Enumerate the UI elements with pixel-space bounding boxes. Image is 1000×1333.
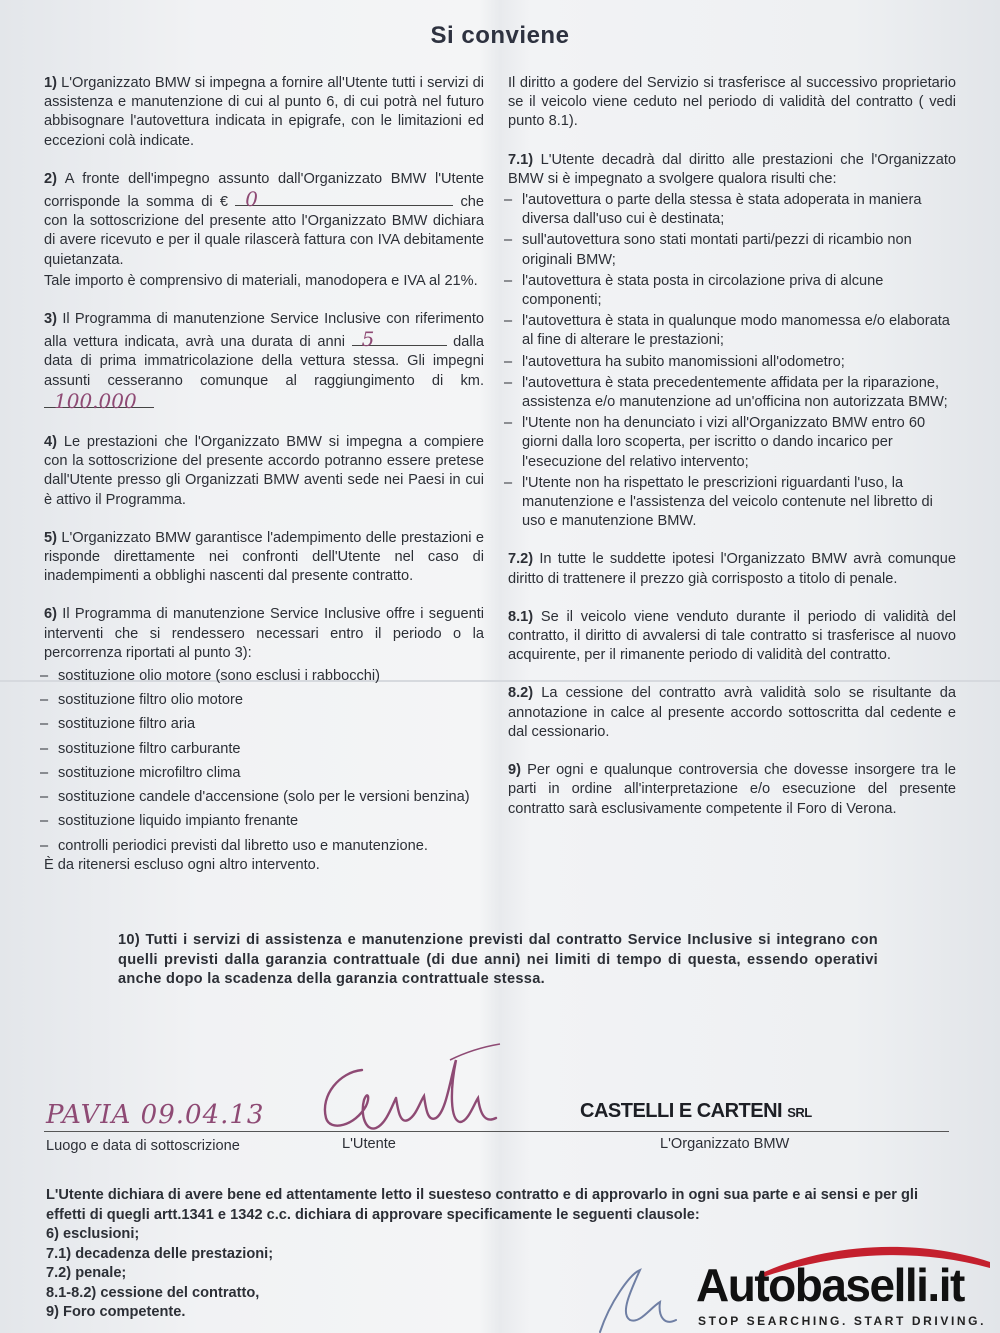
clause-2: 2) A fronte dell'impegno assunto dall'Organizzato BMW l'Utente corrisponde la somma di € 0 che con la sottoscrizione del presente atto l'Organizzato BMW dichiara di avere ricevuto e per il quale rilascerà fattura con IVA debitamente quietanzata. bbox=[44, 170, 485, 268]
amount-blank bbox=[235, 186, 453, 211]
right-column bbox=[504, 74, 956, 838]
list-item: – controlli periodici previsti dal libretto uso e manutenzione. bbox=[40, 837, 428, 854]
company-stamp: CASTELLI E CARTENI SRL bbox=[580, 1100, 812, 1122]
list-6 bbox=[40, 667, 484, 875]
declaration-item: 6) esclusioni; bbox=[46, 1226, 140, 1242]
list-item: – l'Utente non ha denunciato i vizi all'Organizzato BMW entro 60 giorni dalla loro scoperta, per iscritto o dando incarico per l'esecuzione del relativo intervento; bbox=[504, 415, 926, 470]
clause-5: 5) L'Organizzato BMW garantisce l'adempimento delle prestazioni e risponde direttamente nei confronti dell'Utente nel caso di inadempimenti a obblighi nascenti dal presente contratto. bbox=[44, 529, 485, 585]
list-7-1 bbox=[504, 191, 956, 531]
clause-7-2: 7.2) In tutte le suddette ipotesi l'Organizzato BMW avrà comunque diritto di trattenere il prezzo già corrisposto a titolo di penale. bbox=[508, 551, 956, 587]
user-label: L'Utente bbox=[342, 1136, 396, 1152]
list-item: – sostituzione candele d'accensione (solo per le versioni benzina) bbox=[40, 789, 470, 806]
km-blank bbox=[44, 388, 154, 413]
list-item: – sostituzione olio motore (sono esclusi i rabbocchi) bbox=[40, 668, 381, 685]
handwritten-years: 5 bbox=[361, 327, 375, 352]
declaration-item: 7.1) decadenza delle prestazioni; bbox=[46, 1245, 274, 1262]
clause-3: 3) Il Programma di manutenzione Service Inclusive con riferimento alla vettura indicata, avrà una durata di anni 5 dalla data di prima immatricolazione della vettura stessa. Gli impegni assunti cesseranno comunque al raggiungimento di km. 100.000 bbox=[44, 311, 485, 413]
list-item: – sostituzione filtro aria bbox=[40, 716, 196, 733]
clause-8-2: 8.2) La cessione del contratto avrà validità solo se risultante da annotazione in calce al presente accordo sottoscritta dal cedente e dal cessionario. bbox=[508, 685, 956, 740]
handwritten-km: 100.000 bbox=[54, 388, 137, 413]
declaration-item: 9) Foro competente. bbox=[46, 1304, 186, 1320]
watermark-logo bbox=[690, 1240, 990, 1333]
clause-1: 1) L'Organizzato BMW si impegna a fornire all'Utente tutti i servizi di assistenza e manutenzione di cui al punto 6, di cui potrà nel futuro abbisognare l'autovettura indicata in epigrafe, con le limitazioni ed eccezioni colà indicate. bbox=[44, 75, 484, 149]
transfer-note: Il diritto a godere del Servizio si trasferisce al successivo proprietario se il veicolo viene ceduto nel periodo di validità del contratto ( vedi punto 8.1). bbox=[508, 75, 956, 130]
list-item: – sostituzione liquido impianto frenante bbox=[40, 813, 299, 830]
clause-9: 9) Per ogni e qualunque controversia che dovesse insorgere tra le parti in ordine all'interpretazione e/o esecuzione del presente contratto sarà esclusivamente competente il Foro di Verona. bbox=[508, 762, 956, 817]
brand-tagline: STOP SEARCHING. START DRIVING. bbox=[698, 1314, 987, 1328]
declaration-text: L'Utente dichiara di avere bene ed attentamente letto il suesteso contratto e di approvarlo in ogni sua parte e ai sensi e per gli effetti di quegli artt.1341 e 1342 c.c. dichiara di approvare specificamente le seguenti clausole: bbox=[46, 1187, 919, 1223]
list-item: – l'autovettura è stata posta in circolazione priva di alcune componenti; bbox=[504, 272, 884, 309]
clause-6: 6) Il Programma di manutenzione Service Inclusive offre i seguenti interventi che si rendessero necessari entro il periodo o la percorrenza riportati al punto 3): bbox=[44, 606, 484, 661]
list-item: – sull'autovettura sono stati montati parti/pezzi di ricambio non originali BMW; bbox=[504, 232, 912, 268]
left-column bbox=[40, 74, 485, 875]
clause-2-note: Tale importo è comprensivo di materiali, manodopera e IVA al 21%. bbox=[44, 272, 478, 289]
clause-4: 4) Le prestazioni che l'Organizzato BMW si impegna a compiere con la sottoscrizione del presente accordo potranno essere pretese dall'Utente presso gli Organizzati BMW aventi sede nei Paesi in cui è attivo il Programma. bbox=[44, 434, 484, 508]
place-date-label: Luogo e data di sottoscrizione bbox=[46, 1138, 240, 1154]
list-item: – l'autovettura è stata in qualunque modo manomessa e/o elaborata al fine di alterare le prestazioni; bbox=[504, 313, 950, 349]
signature-line bbox=[44, 1131, 949, 1132]
declaration-item: 8.1-8.2) cessione del contratto, bbox=[46, 1284, 260, 1301]
years-blank bbox=[352, 327, 447, 352]
handwritten-amount: 0 bbox=[245, 186, 258, 211]
list-item: – sostituzione filtro olio motore bbox=[40, 692, 243, 709]
list-item: – l'autovettura ha subito manomissioni all'odometro; bbox=[504, 353, 845, 370]
brand-name: Autobaselli.it bbox=[696, 1259, 964, 1311]
list-item: – sostituzione microfiltro clima bbox=[40, 764, 241, 781]
declaration-item: 7.2) penale; bbox=[46, 1265, 127, 1281]
company-label: L'Organizzato BMW bbox=[660, 1136, 790, 1152]
page-title: Si conviene bbox=[430, 22, 570, 49]
list-item: – sostituzione filtro carburante bbox=[40, 740, 241, 757]
clause-10: 10) Tutti i servizi di assistenza e manutenzione previsti dal contratto Service Inclusive si integrano con quelli previsti dalla garanzia contrattuale (di due anni) nei limiti di tempo di questa, essendo operativi anche dopo la scadenza della garanzia contrattuale stessa. bbox=[118, 932, 878, 987]
clause-7-1: 7.1) L'Utente decadrà dal diritto alle prestazioni che l'Organizzato BMW si è impegnato a svolgere qualora risulti che: bbox=[508, 151, 956, 187]
user-signature-bottom bbox=[580, 1262, 690, 1333]
list-6-tail: È da ritenersi escluso ogni altro intervento. bbox=[44, 856, 320, 873]
list-item: – l'Utente non ha rispettato le prescrizioni riguardanti l'uso, la manutenzione e l'assistenza del veicolo contenute nel libretto di uso e manutenzione BMW. bbox=[504, 474, 933, 530]
list-item: – l'autovettura o parte della stessa è stata adoperata in maniera diversa dall'uso cui è destinata; bbox=[504, 192, 922, 228]
user-signature bbox=[300, 1040, 520, 1140]
list-item: – l'autovettura è stata precedentemente affidata per la riparazione, assistenza e/o manutenzione ad un'officina non autorizzata BMW; bbox=[504, 374, 948, 411]
handwritten-place-date: PAVIA 09.04.13 bbox=[46, 1100, 265, 1130]
clause-8-1: 8.1) Se il veicolo viene venduto durante il periodo di validità del contratto, il diritto di avvalersi di tale contratto si trasferisce al nuovo acquirente, per il rimanente periodo di validità del contratto. bbox=[508, 608, 956, 664]
